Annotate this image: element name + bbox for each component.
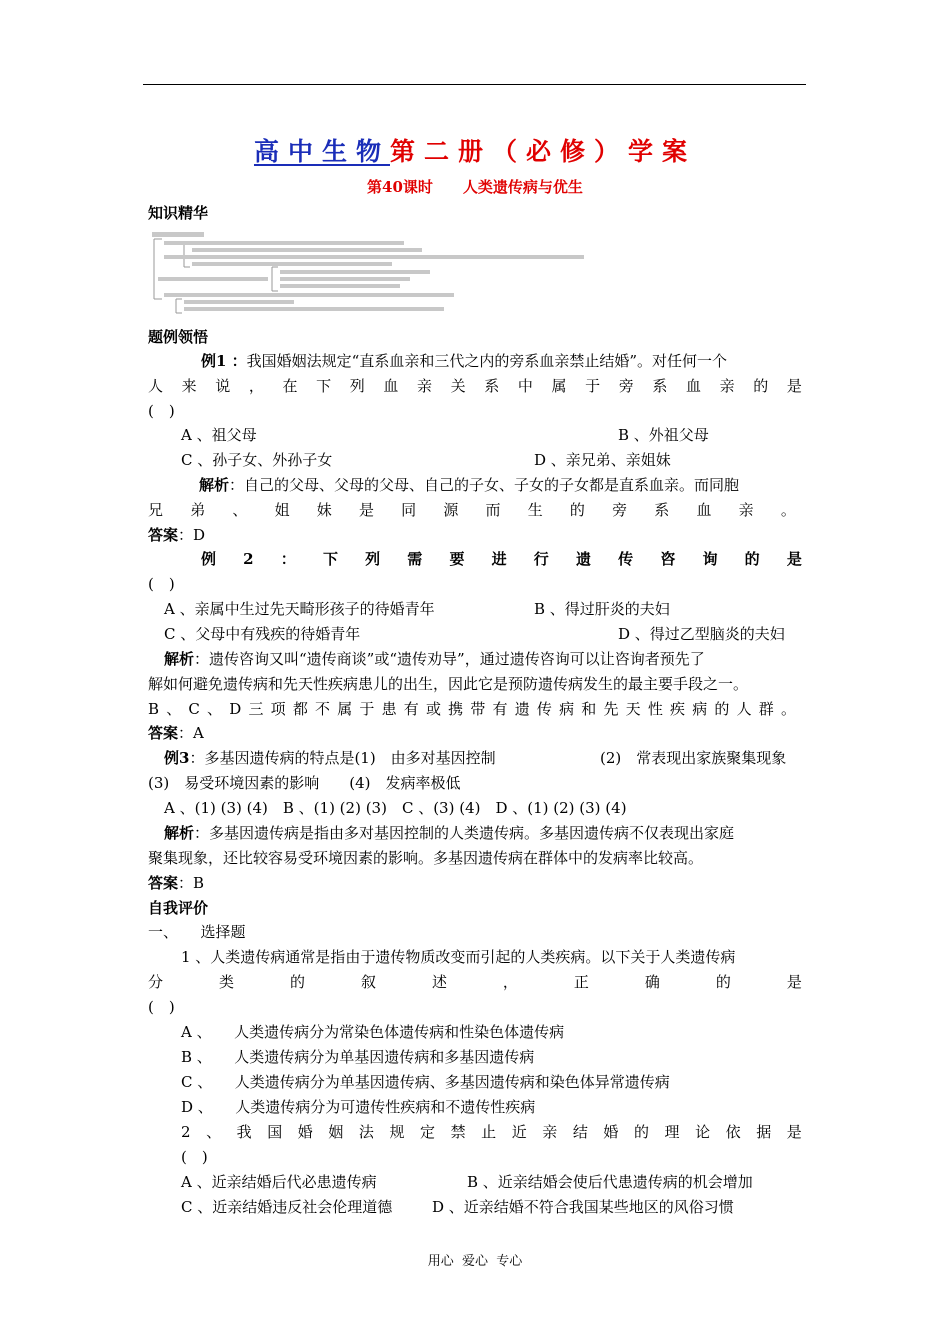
glyph: 2 [181, 1123, 191, 1141]
glyph: 亲 [738, 501, 754, 519]
glyph: 项 [270, 700, 286, 718]
glyph: 。 [780, 501, 796, 519]
glyph: 国 [267, 1123, 283, 1141]
glyph: 的 [744, 550, 760, 568]
ex2-answer-label: 答案 [148, 724, 179, 742]
ex3-options: A 、(1) (3) (4) B 、(1) (2) (3) C 、(3) (4) D 、(1) (2) (3) (4) [164, 799, 627, 817]
q1-option-b: B 、 人类遗传病分为单基因遗传病和多基因遗传病 [181, 1048, 535, 1066]
glyph: D [229, 700, 242, 718]
glyph: 在 [282, 377, 298, 395]
glyph: 系 [484, 377, 500, 395]
glyph: 中 [517, 377, 533, 395]
glyph: 天 [625, 700, 641, 718]
glyph: 携 [448, 700, 464, 718]
ex2-option-a: A 、亲属中生过先天畸形孩子的待婚青年 [164, 600, 435, 618]
ex1-analysis-label: 解析 [199, 476, 230, 494]
glyph: 分 [148, 973, 164, 991]
glyph: 是 [786, 550, 802, 568]
glyph: 性 [647, 700, 663, 718]
glyph: 关 [450, 377, 466, 395]
glyph: 不 [315, 700, 331, 718]
glyph: 姐 [274, 501, 290, 519]
glyph: 同 [401, 501, 417, 519]
glyph: 2 [243, 550, 254, 568]
glyph: ， [502, 973, 518, 991]
glyph: 属 [551, 377, 567, 395]
ex2-option-d: D 、得过乙型脑炎的夫妇 [618, 625, 785, 643]
glyph: 正 [573, 973, 589, 991]
glyph: 或 [425, 700, 441, 718]
glyph: B [148, 700, 160, 718]
glyph: 的 [753, 377, 769, 395]
q2-option-c: C 、近亲结婚违反社会伦理道德 [181, 1198, 393, 1216]
glyph: 法 [358, 1123, 374, 1141]
glyph: 例 [201, 550, 217, 568]
glyph: 、 [206, 1123, 222, 1141]
glyph: 结 [572, 1123, 588, 1141]
choice-heading: 一、 选择题 [148, 923, 246, 941]
glyph: 亲 [542, 1123, 558, 1141]
glyph: 旁 [612, 501, 628, 519]
glyph: 述 [431, 973, 447, 991]
q2-option-a: A 、近亲结婚后代必患遗传病 [181, 1173, 377, 1191]
ex1-option-d: D 、亲兄弟、亲姐妹 [534, 451, 671, 469]
title-red: 第二册（必修）学案 [390, 137, 697, 166]
glyph: 近 [511, 1123, 527, 1141]
glyph: 、 [207, 700, 223, 718]
glyph: 是 [786, 377, 802, 395]
glyph: 是 [786, 973, 802, 991]
glyph: 旁 [618, 377, 634, 395]
glyph: 。 [780, 700, 796, 718]
ex1-option-a: A 、祖父母 [181, 426, 257, 444]
glyph: 下 [322, 550, 338, 568]
glyph: 的 [569, 501, 585, 519]
glyph: 血 [383, 377, 399, 395]
ex3-analysis-label: 解析 [164, 824, 195, 842]
glyph: 三 [248, 700, 264, 718]
glyph: 而 [485, 501, 501, 519]
glyph: ： [280, 550, 296, 568]
ex2-paren: ( ) [148, 575, 175, 593]
ex3-line1b: (2) 常表现出家族聚集现象 [600, 749, 787, 767]
glyph: 确 [644, 973, 660, 991]
glyph: 亲 [719, 377, 735, 395]
section-examples: 题例领悟 [148, 328, 209, 346]
glyph: 带 [470, 700, 486, 718]
glyph: 有 [492, 700, 508, 718]
ex2-analysis-line3 [148, 699, 796, 719]
glyph: C [188, 700, 200, 718]
glyph: 于 [359, 700, 375, 718]
glyph: 弟 [190, 501, 206, 519]
glyph: 遗 [514, 700, 530, 718]
ex2-answer-value: ：A [178, 724, 204, 742]
header-rule [143, 84, 806, 85]
glyph: 止 [481, 1123, 497, 1141]
glyph: 类 [218, 973, 234, 991]
glyph: 人 [736, 700, 752, 718]
glyph: 生 [527, 501, 543, 519]
glyph: 是 [786, 1123, 802, 1141]
glyph: 的 [289, 973, 305, 991]
glyph: 理 [664, 1123, 680, 1141]
ex1-analysis-line2 [148, 500, 796, 520]
glyph: 先 [603, 700, 619, 718]
glyph: 系 [654, 501, 670, 519]
ex1-line1: 我国婚姻法规定“直系血亲和三代之内的旁系血亲禁止结婚”。对任何一个 [246, 352, 728, 370]
glyph: 源 [443, 501, 459, 519]
glyph: 要 [449, 550, 465, 568]
q1-option-c: C 、 人类遗传病分为单基因遗传病、多基因遗传病和染色体异常遗传病 [181, 1073, 670, 1091]
ex1-analysis-line1: ：自己的父母、父母的父母、自己的子女、子女的子女都是直系血亲。而同胞 [229, 476, 740, 494]
ex1-line2 [148, 376, 802, 396]
glyph: 婚 [603, 1123, 619, 1141]
glyph: 我 [236, 1123, 252, 1141]
q2-option-b: B 、近亲结婚会使后代患遗传病的机会增加 [467, 1173, 753, 1191]
lesson-subtitle: 第40课时 人类遗传病与优生 [367, 178, 583, 196]
ex2-answer [148, 723, 204, 743]
glyph: 系 [652, 377, 668, 395]
glyph: 有 [403, 700, 419, 718]
glyph: 行 [533, 550, 549, 568]
glyph: 姻 [328, 1123, 344, 1141]
ex1-analysis [199, 475, 739, 495]
page-title [0, 132, 950, 168]
knowledge-diagram-image [148, 229, 594, 315]
glyph: 的 [633, 1123, 649, 1141]
glyph: 定 [420, 1123, 436, 1141]
q2-paren: ( ) [181, 1148, 208, 1166]
q2-option-d: D 、近亲结婚不符合我国某些地区的风俗习惯 [432, 1198, 734, 1216]
glyph: 、 [166, 700, 182, 718]
glyph: 属 [337, 700, 353, 718]
q2-line1 [181, 1122, 802, 1142]
glyph: 据 [756, 1123, 772, 1141]
ex2-question [201, 549, 802, 569]
ex3-analysis-line2: 聚集现象，还比较容易受环境因素的影响。多基因遗传病在群体中的发病率比较高。 [148, 849, 704, 867]
glyph: 亲 [417, 377, 433, 395]
glyph: 人 [148, 377, 164, 395]
glyph: 兄 [148, 501, 164, 519]
glyph: 需 [407, 550, 423, 568]
glyph: 病 [692, 700, 708, 718]
glyph: 疾 [670, 700, 686, 718]
ex3-line1a: ：多基因遗传病的特点是(1) 由多对基因控制 [189, 749, 496, 767]
glyph: 病 [559, 700, 575, 718]
ex3-answer-label: 答案 [148, 874, 179, 892]
ex1-answer-label: 答案 [148, 526, 179, 544]
glyph: 论 [695, 1123, 711, 1141]
glyph: 的 [715, 973, 731, 991]
ex3-line2: (3) 易受环境因素的影响 (4) 发病率极低 [148, 774, 461, 792]
ex1-answer-value: ：D [178, 526, 206, 544]
q1-option-a: A 、 人类遗传病分为常染色体遗传病和性染色体遗传病 [181, 1023, 565, 1041]
glyph: 妹 [316, 501, 332, 519]
ex2-analysis [164, 649, 705, 669]
ex3-label: 例3 [164, 749, 190, 767]
ex1-answer [148, 525, 205, 545]
ex3-answer-value: ：B [178, 874, 205, 892]
glyph: 进 [491, 550, 507, 568]
section-self-eval: 自我评价 [148, 899, 209, 917]
glyph: 下 [316, 377, 332, 395]
glyph: 和 [581, 700, 597, 718]
glyph: 传 [618, 550, 634, 568]
glyph: 血 [696, 501, 712, 519]
glyph: 规 [389, 1123, 405, 1141]
glyph: 都 [292, 700, 308, 718]
glyph: 的 [714, 700, 730, 718]
ex2-analysis-label: 解析 [164, 650, 195, 668]
glyph: 、 [232, 501, 248, 519]
glyph: 于 [585, 377, 601, 395]
glyph: 依 [725, 1123, 741, 1141]
glyph: ， [248, 377, 264, 395]
ex2-option-b: B 、得过肝炎的夫妇 [534, 600, 670, 618]
glyph: 群 [758, 700, 774, 718]
glyph: 婚 [297, 1123, 313, 1141]
glyph: 来 [181, 377, 197, 395]
page-footer: 用心 爱心 专心 [427, 1254, 523, 1269]
ex3-answer [148, 873, 204, 893]
glyph: 血 [686, 377, 702, 395]
q1-line1: 1 、人类遗传病通常是指由于遗传物质改变而引起的人类疾病。以下关于人类遗传病 [181, 948, 736, 966]
glyph: 禁 [450, 1123, 466, 1141]
ex3-analysis-line1: ：多基因遗传病是指由多对基因控制的人类遗传病。多基因遗传病不仅表现出家庭 [194, 824, 735, 842]
glyph: 传 [536, 700, 552, 718]
glyph: 遗 [575, 550, 591, 568]
glyph: 列 [365, 550, 381, 568]
glyph: 说 [215, 377, 231, 395]
ex2-option-c: C 、父母中有残疾的待婚青年 [164, 625, 361, 643]
ex3-question [164, 748, 496, 768]
ex3-analysis [164, 823, 734, 843]
ex1-paren: ( ) [148, 402, 175, 420]
q1-line2 [148, 972, 802, 992]
ex2-analysis-line2: 解如何避免遗传病和先天性疾病患儿的出生，因此它是预防遗传病发生的最主要手段之一。 [148, 675, 749, 693]
glyph: 叙 [360, 973, 376, 991]
glyph: 咨 [660, 550, 676, 568]
q1-paren: ( ) [148, 998, 175, 1016]
ex1-question [201, 351, 727, 371]
ex1-option-b: B 、外祖父母 [618, 426, 709, 444]
glyph: 询 [702, 550, 718, 568]
glyph: 患 [381, 700, 397, 718]
ex2-analysis-line1: ：遗传咨询又叫“遗传商谈”或“遗传劝导”，通过遗传咨询可以让咨询者预先了 [194, 650, 705, 668]
title-blue: 高中生物 [253, 137, 390, 166]
ex1-label: 例1 ： [201, 352, 247, 370]
ex1-option-c: C 、孙子女、外孙子女 [181, 451, 333, 469]
q1-option-d: D 、 人类遗传病分为可遗传性疾病和不遗传性疾病 [181, 1098, 536, 1116]
glyph: 列 [349, 377, 365, 395]
section-knowledge: 知识精华 [148, 204, 209, 222]
glyph: 是 [358, 501, 374, 519]
